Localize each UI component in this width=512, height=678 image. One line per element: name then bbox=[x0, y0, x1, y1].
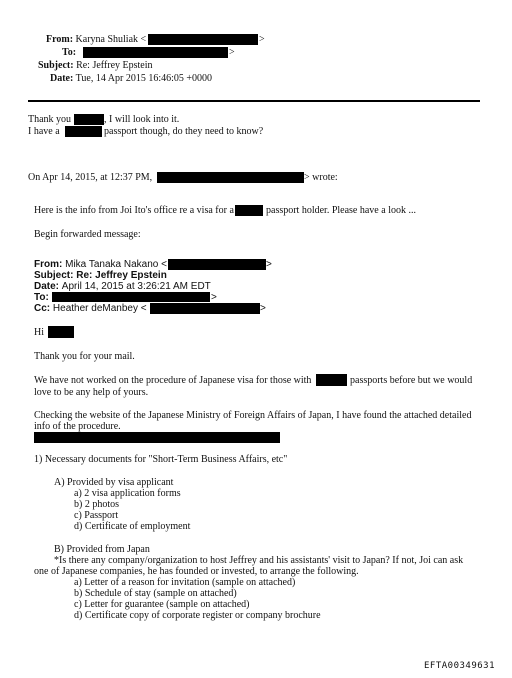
from-label: From: bbox=[46, 34, 74, 45]
to-close: > bbox=[229, 47, 235, 58]
a-item-1: a) 2 visa application forms bbox=[74, 488, 181, 499]
reply-line2-a: I have a bbox=[28, 126, 60, 137]
p1-a: We have not worked on the procedure of Japanese visa for those with bbox=[34, 375, 312, 386]
redaction-info-country bbox=[235, 205, 263, 216]
redaction-greeting-name bbox=[48, 326, 74, 338]
p2-a: Checking the website of the Japanese Ministry of Foreign Affairs of Japan, I have found the attached detailed bbox=[34, 410, 472, 421]
fwd-from bbox=[34, 259, 167, 270]
date-label: Date: bbox=[50, 73, 74, 84]
b-note-2: one of Japanese companies, he has founded or invested, to arrange the following. bbox=[34, 566, 359, 577]
b-note-1: *Is there any company/organization to host Jeffrey and his assistants' visit to Japan? If not, Joi can ask bbox=[54, 555, 464, 566]
fwd-date bbox=[34, 281, 211, 292]
redaction-fwd-cc bbox=[150, 303, 260, 314]
fwd-date-value: April 14, 2015 at 3:26:21 AM EDT bbox=[61, 281, 211, 292]
fwd-from-label: From: bbox=[34, 259, 63, 270]
redaction-p1-country bbox=[316, 374, 347, 386]
redaction-from-email bbox=[148, 34, 258, 45]
redaction-fwd-from-email bbox=[168, 259, 266, 270]
subject-label: Subject: bbox=[38, 60, 74, 71]
fwd-cc-close: > bbox=[260, 303, 266, 314]
fwd-cc-label: Cc: bbox=[34, 303, 51, 314]
b-item-4: d) Certificate copy of corporate register or company brochure bbox=[74, 610, 321, 621]
header-divider bbox=[28, 100, 480, 102]
date-value: Tue, 14 Apr 2015 16:46:05 +0000 bbox=[75, 73, 213, 84]
fwd-subject bbox=[34, 270, 167, 281]
p2-b: info of the procedure. bbox=[34, 421, 121, 432]
thanks: Thank you for your mail. bbox=[34, 351, 135, 362]
fwd-from-close: > bbox=[266, 259, 272, 270]
to-label: To: bbox=[62, 47, 77, 58]
redaction-reply-name bbox=[74, 114, 104, 125]
reply-line2-b: passport though, do they need to know? bbox=[104, 126, 264, 137]
redaction-p2-link bbox=[34, 432, 280, 443]
reply-line1-a: Thank you bbox=[28, 114, 72, 125]
docs-heading: 1) Necessary documents for "Short-Term Business Affairs, etc" bbox=[34, 454, 288, 465]
a-item-3: c) Passport bbox=[74, 510, 119, 521]
info-a: Here is the info from Joi Ito's office re a visa for a bbox=[34, 205, 234, 216]
a-item-2: b) 2 photos bbox=[74, 499, 119, 510]
fwd-date-label: Date: bbox=[34, 281, 60, 292]
fwd-to-label: To: bbox=[34, 292, 49, 303]
fwd-from-value: Mika Tanaka Nakano < bbox=[65, 259, 167, 270]
section-b: B) Provided from Japan bbox=[54, 544, 150, 555]
info-b: passport holder. Please have a look ... bbox=[266, 205, 416, 216]
header-subject bbox=[38, 60, 153, 72]
fwd-cc bbox=[34, 303, 147, 314]
b-item-2: b) Schedule of stay (sample on attached) bbox=[74, 588, 237, 599]
p1-c: love to be any help of yours. bbox=[34, 387, 149, 398]
fwd-cc-value: Heather deManbey < bbox=[52, 303, 147, 314]
reply-line1-b: , I will look into it. bbox=[104, 114, 180, 125]
a-item-4: d) Certificate of employment bbox=[74, 521, 191, 532]
b-item-3: c) Letter for guarantee (sample on attached) bbox=[74, 599, 250, 610]
redaction-to bbox=[83, 47, 228, 58]
greeting: Hi bbox=[34, 327, 44, 338]
fwd-to-close: > bbox=[211, 292, 217, 303]
from-close: > bbox=[259, 34, 265, 45]
redaction-wrote-sender bbox=[157, 172, 304, 183]
header-date bbox=[50, 73, 212, 85]
b-item-1: a) Letter of a reason for invitation (sample on attached) bbox=[74, 577, 296, 588]
fwd-subject-value: Re: Jeffrey Epstein bbox=[76, 270, 167, 281]
bates-number: EFTA00349631 bbox=[424, 661, 496, 671]
redaction-reply-country bbox=[65, 126, 102, 137]
fwd-subject-label: Subject: bbox=[34, 270, 74, 281]
p1-b: passports before but we would bbox=[350, 375, 473, 386]
redaction-fwd-to bbox=[52, 292, 210, 302]
from-value: Karyna Shuliak < bbox=[75, 34, 147, 45]
subject-value: Re: Jeffrey Epstein bbox=[76, 60, 153, 71]
header-from bbox=[46, 34, 146, 46]
wrote-b: > wrote: bbox=[304, 172, 338, 183]
section-a: A) Provided by visa applicant bbox=[54, 477, 174, 488]
forwarded-label: Begin forwarded message: bbox=[34, 229, 141, 240]
wrote-a: On Apr 14, 2015, at 12:37 PM, bbox=[28, 172, 153, 183]
